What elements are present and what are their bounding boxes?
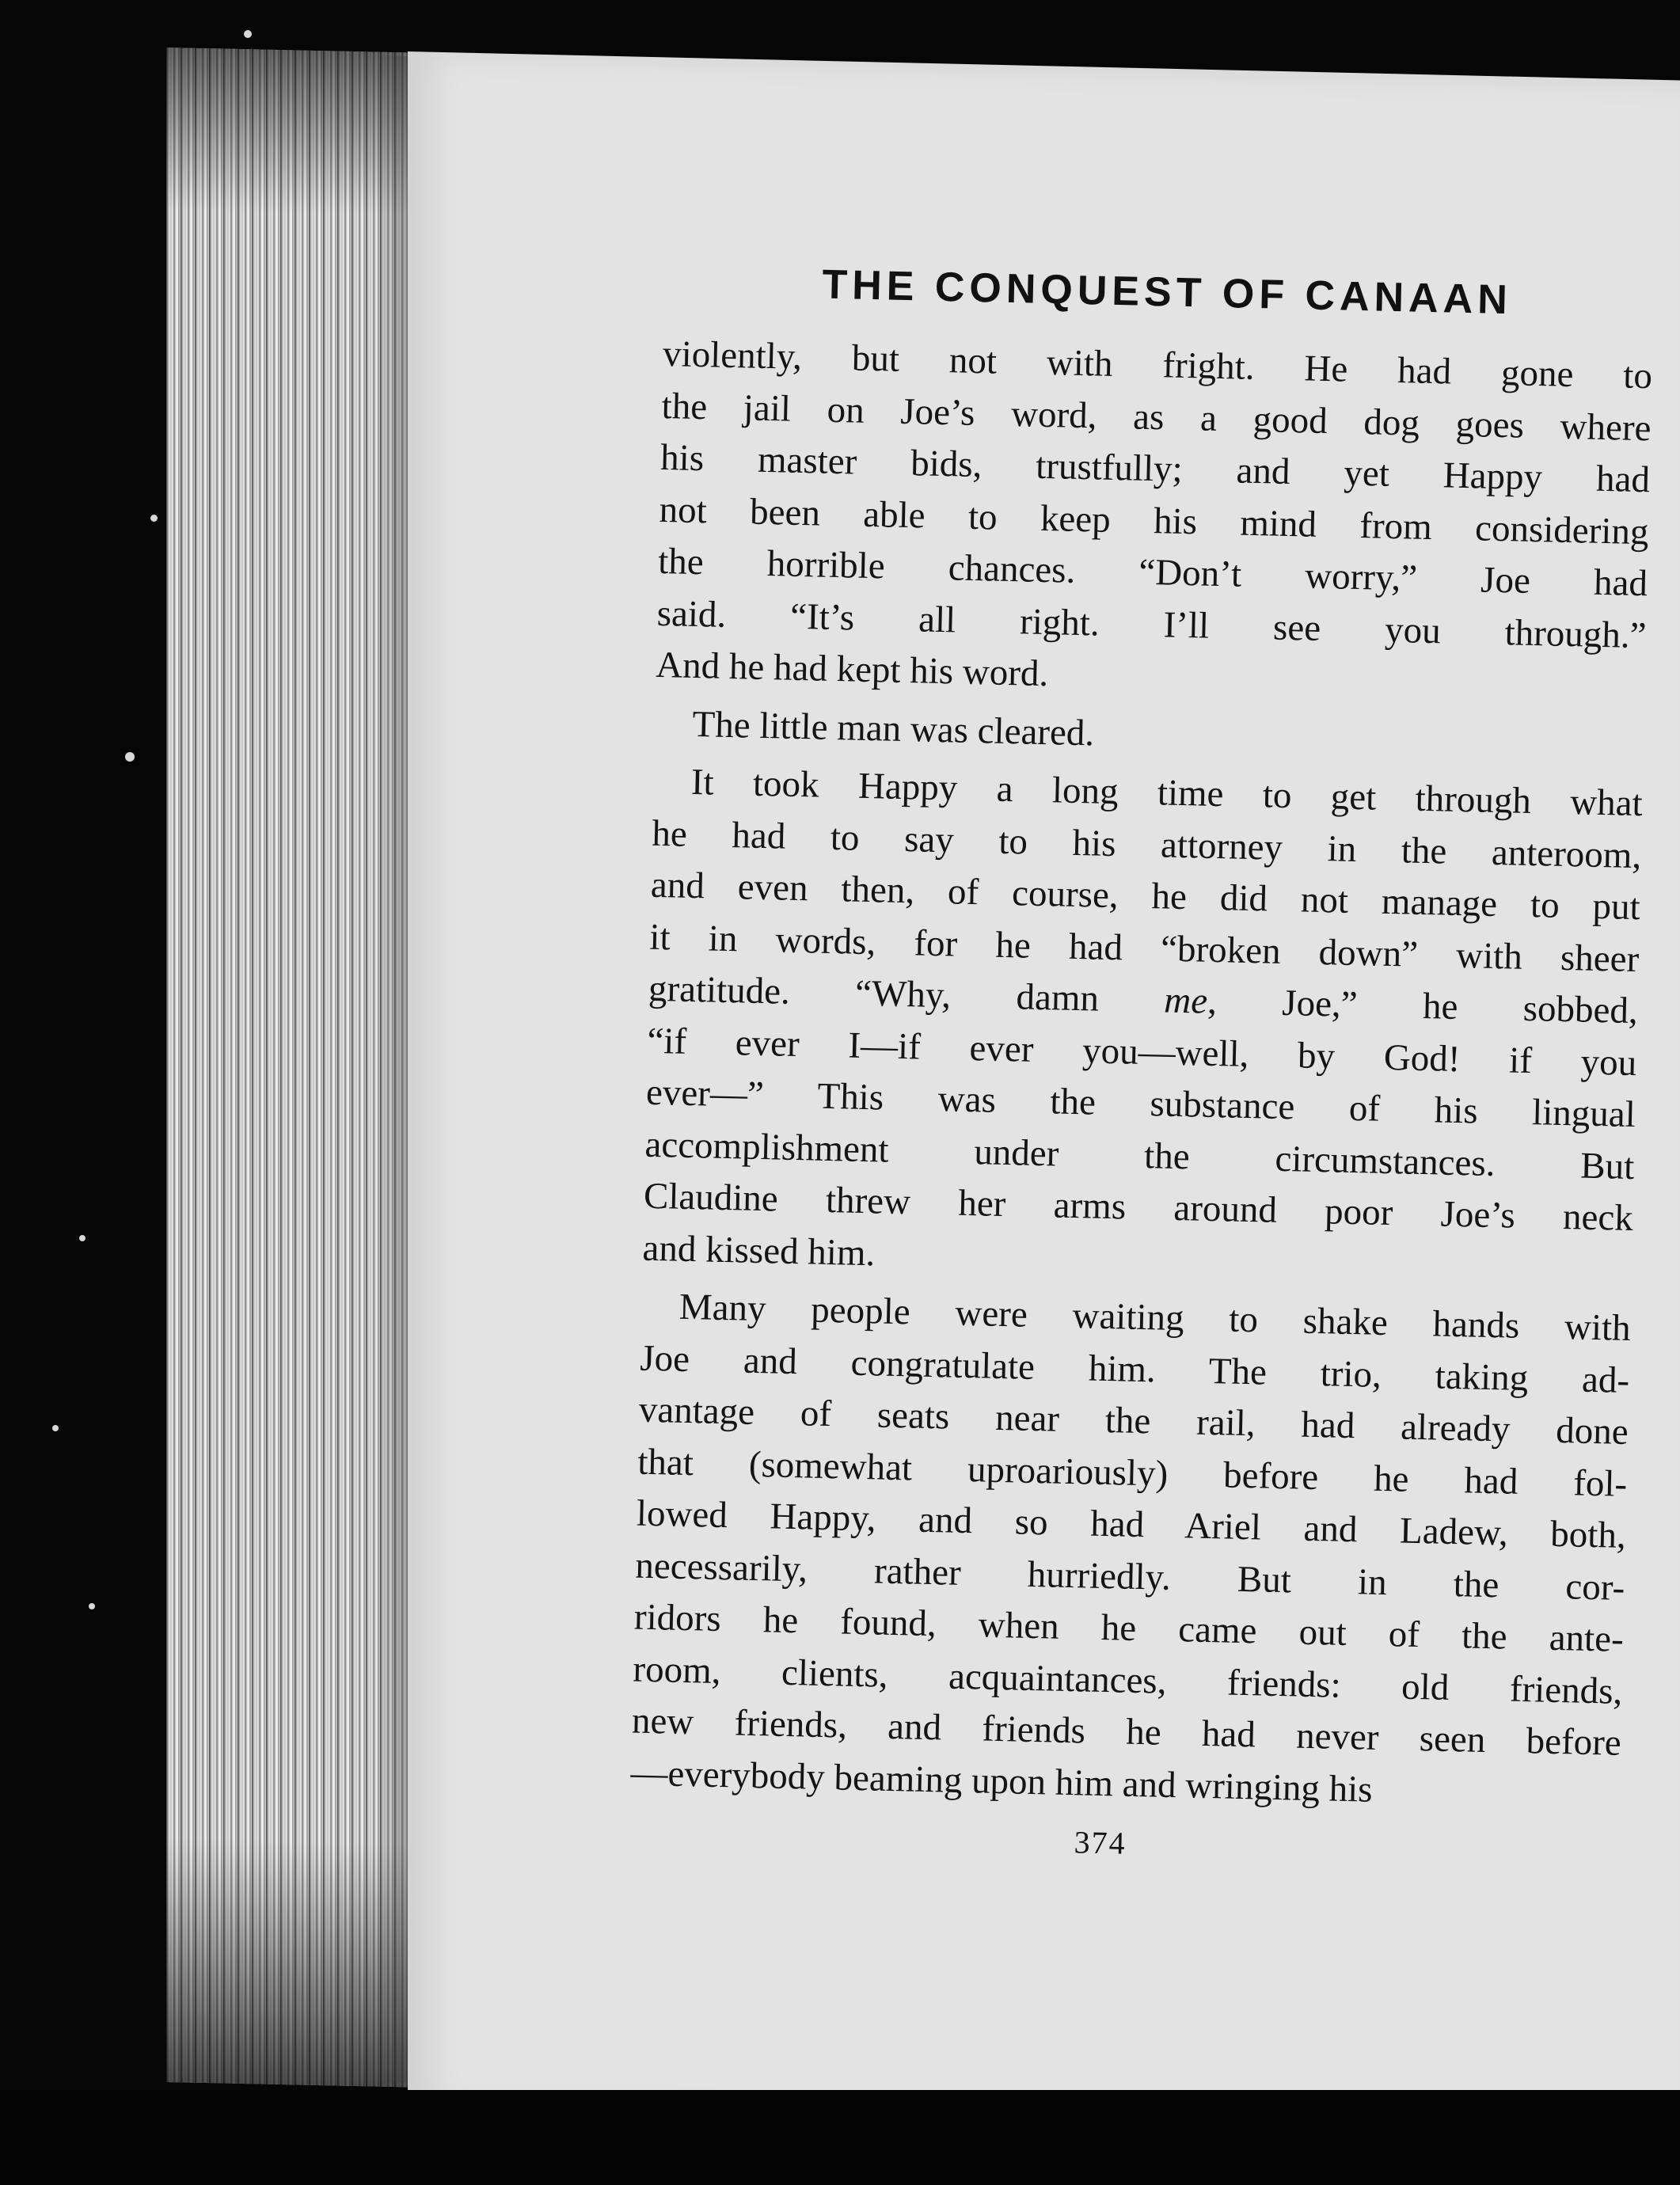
text-line: —everybody beaming upon him and wringing his [629, 1752, 1374, 1811]
text-line: ridors he found, when he came out of the ante- [633, 1596, 1625, 1660]
dust-speck [79, 1235, 86, 1241]
text-line: the jail on Joe’s word, as a good dog goes where [661, 385, 1652, 449]
text-line: vantage of seats near the rail, had already done [638, 1389, 1629, 1453]
text-line: said. “It’s all right. I’ll see you through.” [656, 592, 1648, 656]
page-text-block [629, 257, 1654, 1873]
dust-speck [52, 1425, 59, 1431]
text-line: room, clients, acquaintances, friends: old friends, [632, 1648, 1623, 1712]
bottom-background [0, 2090, 1680, 2185]
text-line: Claudine threw her arms around poor Joe’s neck [643, 1175, 1634, 1240]
text-line: and even then, of course, he did not manage to put [650, 864, 1641, 929]
text-line: new friends, and friends he had never seen before [631, 1700, 1622, 1764]
paragraph [630, 1281, 1632, 1822]
text-line: violently, but not with fright. He had gone to [662, 332, 1653, 397]
text-line: the horrible chances. “Don’t worry,” Joe had [657, 540, 1648, 605]
text-line: The little man was cleared. [692, 703, 1095, 754]
text-line: it in words, for he had “broken down” with sheer [648, 916, 1640, 980]
page-number: 374 [1074, 1824, 1127, 1861]
text-line: It took Happy a long time to get through what [690, 761, 1644, 825]
body-text [630, 329, 1653, 1822]
text-line: gratitude. “Why, damn me, Joe,” he sobbed, [648, 967, 1639, 1032]
text-line: accomplishment under the circumstances. But [644, 1123, 1635, 1188]
paragraph [656, 329, 1653, 714]
running-head: THE CONQUEST OF CANAAN [821, 261, 1513, 324]
text-line: not been able to keep his mind from considering [659, 488, 1650, 553]
text-line: and kissed him. [642, 1227, 876, 1274]
text-line: Joe and congratulate him. The trio, taking ad- [639, 1337, 1630, 1401]
text-line: “if ever I—if ever you—well, by God! if you [646, 1020, 1637, 1084]
text-line: And he had kept his word. [655, 644, 1049, 695]
dust-speck [150, 515, 158, 522]
text-line: necessarily, rather hurriedly. But in the cor- [634, 1545, 1625, 1609]
dust-speck [125, 752, 135, 762]
emphasis: me [1163, 979, 1208, 1022]
dust-speck [89, 1603, 95, 1609]
text-line: his master bids, trustfully; and yet Happy had [659, 436, 1651, 501]
text-line: that (somewhat uproariously) before he had fol- [637, 1441, 1628, 1505]
text-line: Many people were waiting to shake hands with [678, 1286, 1632, 1350]
text-line: ever—” This was the substance of his lingual [645, 1071, 1636, 1136]
text-line: he had to say to his attorney in the anteroom, [651, 812, 1642, 876]
dust-speck [244, 30, 252, 38]
text-line: lowed Happy, and so had Ariel and Ladew, both, [636, 1492, 1627, 1556]
paragraph [642, 756, 1644, 1297]
